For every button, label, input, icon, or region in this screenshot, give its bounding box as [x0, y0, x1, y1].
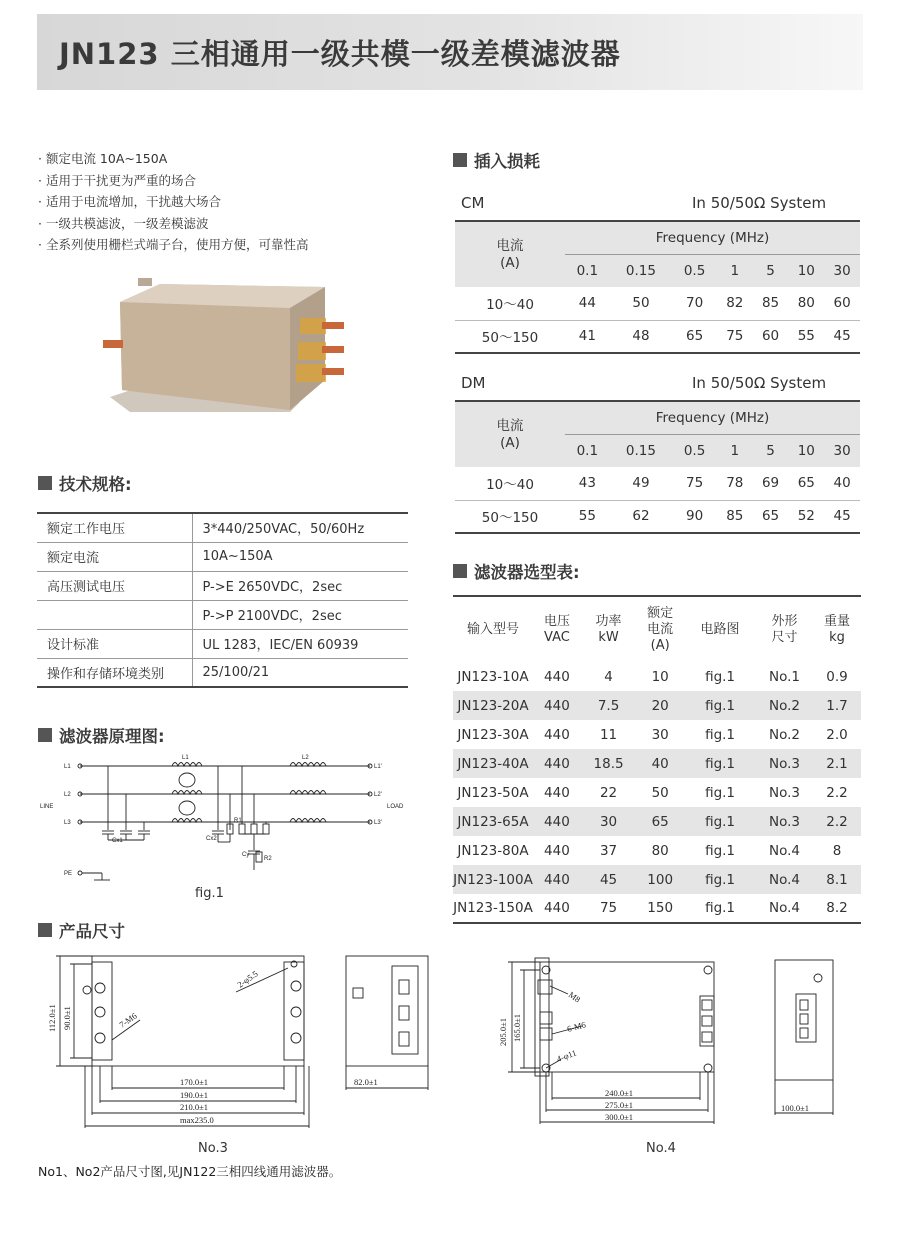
insertion-loss-heading: 插入损耗 — [453, 148, 540, 172]
cm-system-label: In 50/50Ω System — [692, 194, 827, 212]
table-row: 额定工作电压 3*440/250VAC，50/60Hz — [37, 513, 408, 542]
square-bullet-icon — [38, 923, 52, 937]
table-row: 50～150 55 62 90 85 65 52 45 — [455, 500, 860, 533]
label-l2: L2 — [64, 792, 71, 798]
table-row: 操作和存储环境类别 25/100/21 — [37, 658, 408, 687]
label-l3: L3 — [64, 820, 71, 826]
dm-label: DM — [461, 374, 486, 392]
schematic-caption: fig.1 — [195, 886, 224, 901]
selection-heading: 滤波器选型表: — [453, 559, 580, 583]
table-row: JN123-80A 440 37 80 fig.1 No.4 8 — [457, 842, 842, 859]
title-bar — [37, 14, 863, 90]
label-r2: R2 — [264, 856, 272, 862]
table-row: JN123-100A 440 45 100 fig.1 No.4 8.1 — [453, 865, 861, 894]
label-choke: L1 — [182, 755, 189, 761]
table-header-row: 电流 (A) Frequency (MHz) — [455, 221, 860, 254]
label-load: LOAD — [387, 804, 404, 810]
label-l1-out: L1' — [374, 764, 382, 770]
dim-label: 240.0±1 — [605, 1088, 634, 1098]
dimension-caption-no3: No.3 — [198, 1141, 228, 1156]
page-title: JN123 三相通用一级共模一级差模滤波器 — [59, 37, 621, 71]
table-row: JN123-10A 440 4 10 fig.1 No.1 0.9 — [457, 668, 848, 685]
square-bullet-icon — [453, 564, 467, 578]
label-l2-out: L2' — [374, 792, 382, 798]
specs-heading: 技术规格: — [38, 471, 132, 495]
spec-table — [37, 512, 408, 688]
table-row: JN123-65A 440 30 65 fig.1 No.3 2.2 — [453, 807, 861, 836]
label-cy: Cy — [242, 852, 250, 858]
label-cx1: Cx1 — [112, 838, 123, 844]
dim-label: 90.0±1 — [62, 1006, 72, 1030]
dimension-drawing-no3 — [40, 950, 440, 1140]
dim-label: 82.0±1 — [354, 1077, 378, 1087]
square-bullet-icon — [38, 728, 52, 742]
label-dm-inductor: L2 — [302, 755, 309, 761]
feature-item: · 适用于电流增加，干扰越大场合 — [38, 191, 308, 213]
dimension-drawing-no4 — [490, 950, 850, 1140]
dim-label: 112.0±1 — [47, 1004, 57, 1032]
dim-label: M8 — [566, 989, 583, 1005]
dim-label: 6-M6 — [565, 1019, 587, 1034]
dim-label: max235.0 — [180, 1115, 214, 1125]
dim-label: 2-φ5.5 — [235, 968, 260, 990]
dim-label: 170.0±1 — [180, 1077, 209, 1087]
dm-loss-table — [455, 400, 860, 534]
square-bullet-icon — [38, 476, 52, 490]
feature-item: · 全系列使用栅栏式端子台，使用方便，可靠性高 — [38, 234, 308, 256]
dim-label: 7-M6 — [117, 1010, 139, 1030]
schematic-diagram — [40, 752, 420, 882]
label-r1: R1 — [234, 818, 242, 824]
table-header-row: 电流 (A) Frequency (MHz) — [455, 401, 860, 434]
table-row: 额定电流 10A~150A — [37, 542, 408, 571]
dim-label: 300.0±1 — [605, 1112, 634, 1122]
feature-list — [38, 148, 308, 256]
dim-label: 205.0±1 — [498, 1017, 508, 1046]
dimensions-heading: 产品尺寸 — [38, 918, 125, 942]
table-header-row: 0.1 0.15 0.5 1 5 10 30 — [455, 434, 860, 467]
dim-label: 100.0±1 — [781, 1103, 810, 1113]
selection-table — [453, 595, 861, 924]
label-pe: PE — [64, 871, 73, 877]
table-header-row: 输入型号 电压 VAC 功率 kW 额定 电流 (A) 电路图 外形 尺寸 重量 kg — [453, 596, 861, 662]
table-row: JN123-50A 440 22 50 fig.1 No.3 2.2 — [457, 784, 848, 801]
table-row: 高压测试电压 P->E 2650VDC，2sec — [37, 571, 408, 600]
table-row: JN123-30A 440 11 30 fig.1 No.2 2.0 — [457, 726, 848, 743]
dim-label: 165.0±1 — [512, 1013, 522, 1042]
table-row: 10～40 44 50 70 82 85 80 60 — [455, 287, 860, 320]
dimension-caption-no4: No.4 — [646, 1141, 676, 1156]
cm-loss-table — [455, 220, 860, 354]
schematic-heading: 滤波器原理图: — [38, 723, 165, 747]
table-row: P->P 2100VDC，2sec — [37, 600, 408, 629]
label-l1: L1 — [64, 764, 71, 770]
table-row: 10～40 43 49 75 78 69 65 40 — [455, 467, 860, 500]
dim-label: 275.0±1 — [605, 1100, 634, 1110]
square-bullet-icon — [453, 153, 467, 167]
cm-label: CM — [461, 194, 485, 212]
dimension-note: No1、No2产品尺寸图,见JN122三相四线通用滤波器。 — [38, 1164, 342, 1179]
table-row: 50～150 41 48 65 75 60 55 45 — [455, 320, 860, 353]
product-photo — [100, 262, 350, 422]
table-row: JN123-40A 440 18.5 40 fig.1 No.3 2.1 — [453, 749, 861, 778]
table-row: JN123-20A 440 7.5 20 fig.1 No.2 1.7 — [453, 691, 861, 720]
label-l3-out: L3' — [374, 820, 382, 826]
dim-label: 210.0±1 — [180, 1102, 209, 1112]
feature-item: · 一级共模滤波，一级差模滤波 — [38, 213, 308, 235]
table-header-row: 0.1 0.15 0.5 1 5 10 30 — [455, 254, 860, 287]
feature-item: · 额定电流 10A~150A — [38, 148, 308, 170]
dim-label: 4-φ11 — [555, 1047, 578, 1064]
table-row: JN123-150A 440 75 150 fig.1 No.4 8.2 — [453, 894, 861, 923]
label-cx2: Cx2 — [206, 836, 217, 842]
dim-label: 190.0±1 — [180, 1090, 209, 1100]
feature-item: · 适用于干扰更为严重的场合 — [38, 170, 308, 192]
dm-system-label: In 50/50Ω System — [692, 374, 827, 392]
table-row: 设计标准 UL 1283，IEC/EN 60939 — [37, 629, 408, 658]
label-line: LINE — [40, 804, 54, 810]
